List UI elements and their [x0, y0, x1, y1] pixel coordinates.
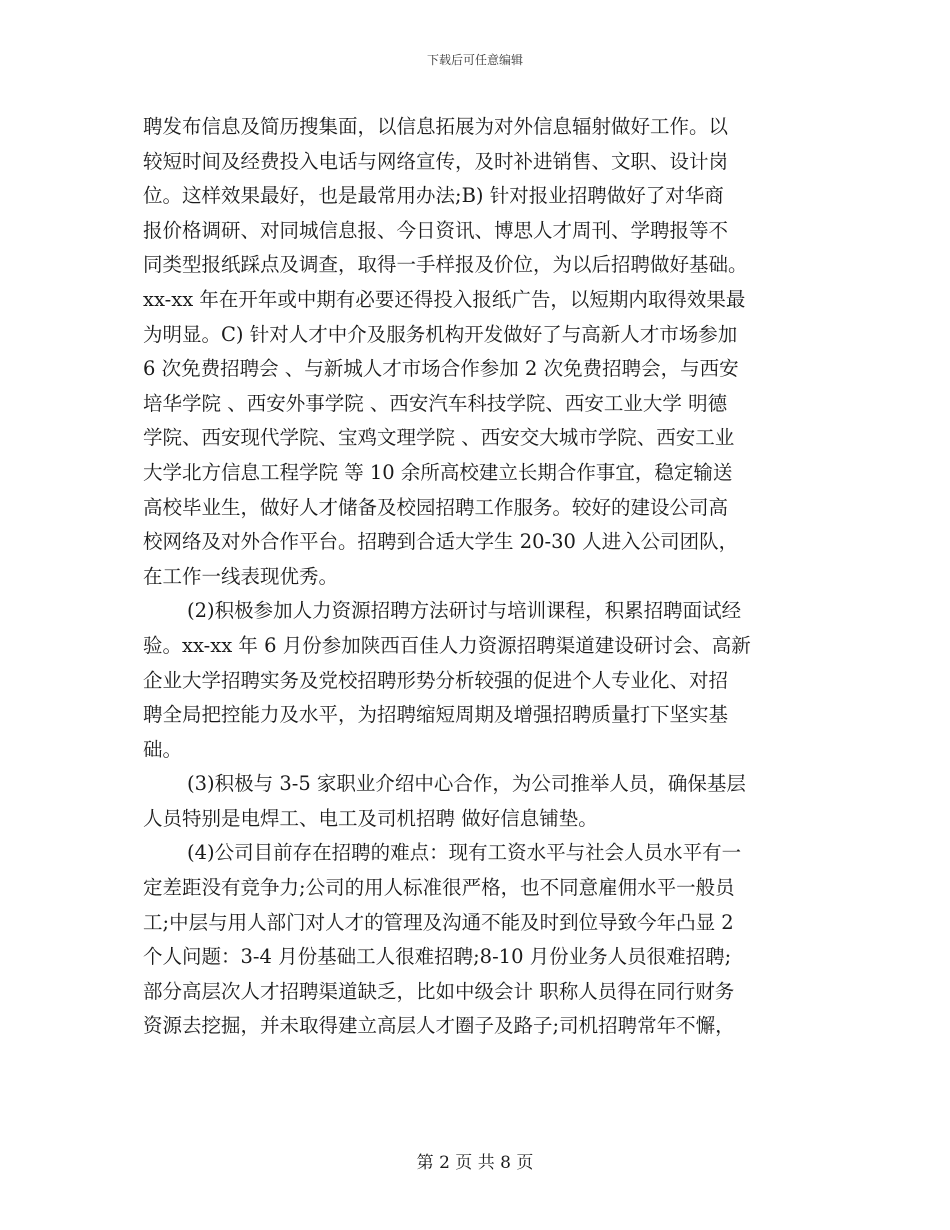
- text-line: 聘全局把控能力及水平，为招聘缩短周期及增强招聘质量打下坚实基: [143, 703, 729, 727]
- text-line: 础。: [143, 737, 183, 761]
- text-line: 人员特别是电焊工、电工及司机招聘 做好信息铺垫。: [143, 806, 598, 830]
- page-number-footer: 第 2 页 共 8 页: [416, 1153, 534, 1173]
- text-line: 企业大学招聘实务及党校招聘形势分析较强的促进个人专业化、对招: [143, 668, 729, 692]
- paragraph-start-line: (4)公司目前存在招聘的难点：现有工资水平与社会人员水平有一: [187, 841, 742, 865]
- text-line: 定差距没有竞争力;公司的用人标准很严格，也不同意雇佣水平一般员: [143, 876, 735, 900]
- text-line: 培华学院 、西安外事学院 、西安汽车科技学院、西安工业大学 明德: [143, 391, 728, 415]
- text-line: 聘发布信息及简历搜集面，以信息拓展为对外信息辐射做好工作。以: [143, 115, 729, 138]
- paragraph-start-line: (3)积极与 3-5 家职业介绍中心合作，为公司推举人员，确保基层: [187, 772, 746, 796]
- text-line: 较短时间及经费投入电话与网络宣传，及时补进销售、文职、设计岗: [143, 149, 729, 173]
- page-header: 下载后可任意编辑: [426, 53, 523, 67]
- text-line: 学院、西安现代学院、宝鸡文理学院 、西安交大城市学院、西安工业: [143, 426, 735, 450]
- text-line: 为明显。C) 针对人才中介及服务机构开发做好了与高新人才市场参加: [143, 322, 738, 346]
- text-line: 验。xx-xx 年 6 月份参加陕西百佳人力资源招聘渠道建设研讨会、高新: [143, 633, 751, 657]
- text-line: 高校毕业生，做好人才储备及校园招聘工作服务。较好的建设公司高: [143, 495, 729, 519]
- text-line: 在工作一线表现优秀。: [143, 564, 339, 588]
- document-body: [143, 110, 815, 1044]
- paragraph-start-line: (2)积极参加人力资源招聘方法研讨与培训课程，积累招聘面试经: [187, 599, 742, 623]
- text-line: 同类型报纸踩点及调查，取得一手样报及价位，为以后招聘做好基础。: [143, 253, 748, 277]
- text-line: 部分高层次人才招聘渠道缺乏，比如中级会计 职称人员得在同行财务: [143, 979, 735, 1003]
- text-line: 校网络及对外合作平台。招聘到合适大学生 20-30 人进入公司团队，: [143, 530, 739, 554]
- text-line: 工;中层与用人部门对人才的管理及沟通不能及时到位导致今年凸显 2: [143, 910, 734, 934]
- text-line: 资源去挖掘，并未取得建立高层人才圈子及路子;司机招聘常年不懈，: [143, 1014, 735, 1038]
- text-line: 个人问题：3-4 月份基础工人很难招聘;8-10 月份业务人员很难招聘;: [143, 945, 732, 969]
- text-line: 位。这样效果最好，也是最常用办法;B) 针对报业招聘做好了对华商: [143, 184, 724, 208]
- text-line: 大学北方信息工程学院 等 10 余所高校建立长期合作事宜，稳定输送: [143, 460, 733, 484]
- text-line: 报价格调研、对同城信息报、今日资讯、博思人才周刊、学聘报等不: [143, 218, 729, 242]
- text-line: 6 次免费招聘会 、与新城人才市场合作参加 2 次免费招聘会，与西安: [143, 357, 739, 381]
- text-line: xx-xx 年在开年或中期有必要还得投入报纸广告，以短期内取得效果最: [143, 287, 746, 311]
